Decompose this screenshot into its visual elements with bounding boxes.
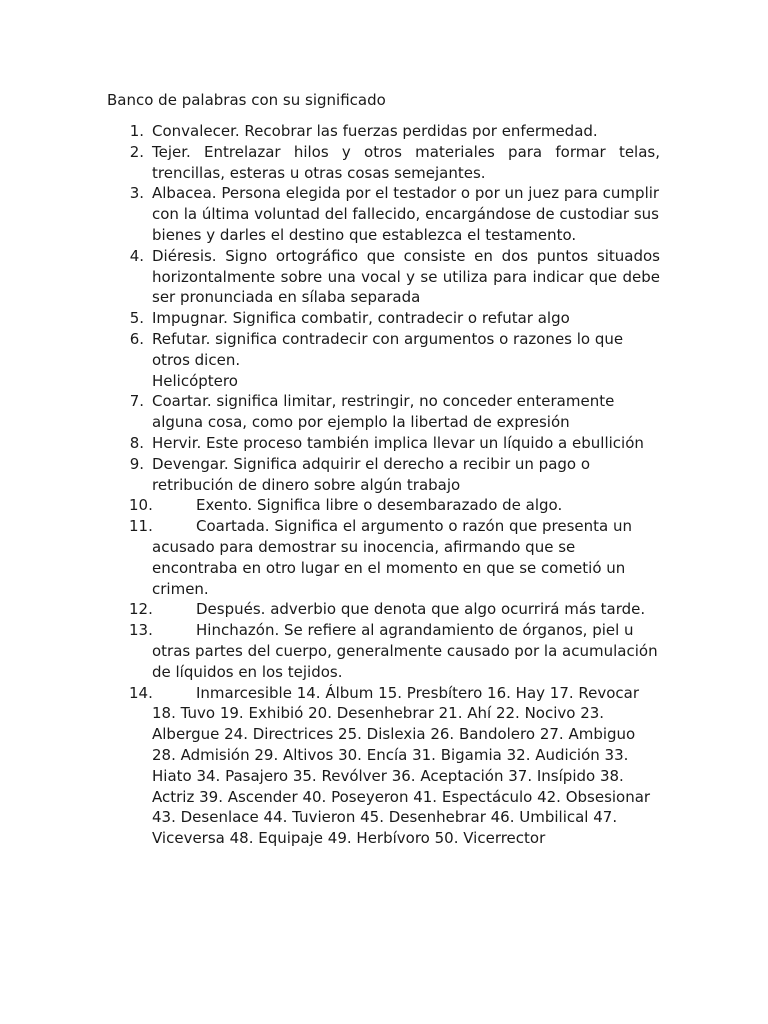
item-number: 10. <box>129 496 153 515</box>
list-item <box>0 142 768 184</box>
item-text: Después. adverbio que denota que algo ocurrirá más tarde. <box>196 600 646 619</box>
list-item <box>0 620 768 682</box>
item-text: Refutar. significa contradecir con argumentos o razones lo que otros dicen. <box>152 329 624 369</box>
list-item <box>0 246 768 308</box>
item-number: 4. <box>129 246 144 265</box>
list-item <box>0 599 768 620</box>
item-text: Albacea. Persona elegida por el testador o por un juez para cumplir con la última voluntad del fallecido, encargándose de custodiar sus bienes y darles el destino que establezca el testamento. <box>152 184 660 244</box>
item-text: Impugnar. Significa combatir, contradecir o refutar algo <box>152 309 570 328</box>
item-number: 1. <box>129 122 144 140</box>
list-item <box>0 308 768 329</box>
item-number: 6. <box>129 329 144 348</box>
item-extra-line: Helicóptero <box>152 371 238 390</box>
list-item <box>0 391 768 433</box>
item-number: 12. <box>129 600 153 619</box>
item-text: Diéresis. Signo ortográfico que consiste en dos puntos situados horizontalmente sobre una vocal y se utiliza para indicar que debe ser pronunciada en sílaba separada <box>152 246 660 307</box>
list-item <box>0 433 768 454</box>
item-number: 14. <box>129 683 153 702</box>
list-item <box>0 183 768 245</box>
item-text: Inmarcesible 14. Álbum 15. Presbítero 16. Hay 17. Revocar 18. Tuvo 19. Exhibió 20. Desenhebrar 21. Ahí 22. Nocivo 23. Albergue 24. Directrices 25. Dislexia 26. Bandolero 27. Ambiguo 28. Admisión 29. Altivos 30. Encía 31. Bigamia 32. Audición 33. Hiato 34. Pasajero 35. Revólver 36. Aceptación 37. Insípido 38. Actriz 39. Ascender 40. Poseyeron 41. Espectáculo 42. Obsesionar 43. Desenlace 44. Tuvieron 45. Desenhebrar 46. Umbilical 47. Viceversa 48. Equipaje 49. Herbívoro 50. Vicerrector <box>152 683 651 848</box>
item-number: 8. <box>129 433 144 452</box>
list-item <box>0 495 768 516</box>
list-item <box>0 683 768 849</box>
list-item <box>0 454 768 496</box>
item-text: Coartada. Significa el argumento o razón que presenta un acusado para demostrar su inocencia, afirmando que se encontraba en otro lugar en el momento en que se cometió un crimen. <box>152 517 632 598</box>
item-number: 11. <box>129 517 153 536</box>
item-number: 2. <box>129 142 144 161</box>
item-text: Exento. Significa libre o desembarazado de algo. <box>196 496 563 515</box>
item-number: 9. <box>129 454 144 473</box>
word-list <box>0 121 768 849</box>
item-number: 13. <box>129 621 153 640</box>
item-text: Hinchazón. Se refiere al agrandamiento de órganos, piel u otras partes del cuerpo, generalmente causado por la acumulación de líquidos en los tejidos. <box>152 621 658 681</box>
item-text: Tejer. Entrelazar hilos y otros materiales para formar telas, trencillas, esteras u otras cosas semejantes. <box>152 142 660 182</box>
item-number: 7. <box>129 392 144 411</box>
list-item <box>0 329 768 391</box>
item-number: 3. <box>129 184 144 203</box>
item-text: Devengar. Significa adquirir el derecho a recibir un pago o retribución de dinero sobre algún trabajo <box>152 454 591 494</box>
list-item <box>0 121 768 142</box>
item-text: Coartar. significa limitar, restringir, no conceder enteramente alguna cosa, como por ejemplo la libertad de expresión <box>152 392 615 432</box>
item-number: 5. <box>129 309 144 328</box>
item-text: Convalecer. Recobrar las fuerzas perdidas por enfermedad. <box>152 122 598 140</box>
list-item <box>0 516 768 599</box>
document-title: Banco de palabras con su significado <box>107 91 386 109</box>
item-text: Hervir. Este proceso también implica llevar un líquido a ebullición <box>152 433 644 452</box>
